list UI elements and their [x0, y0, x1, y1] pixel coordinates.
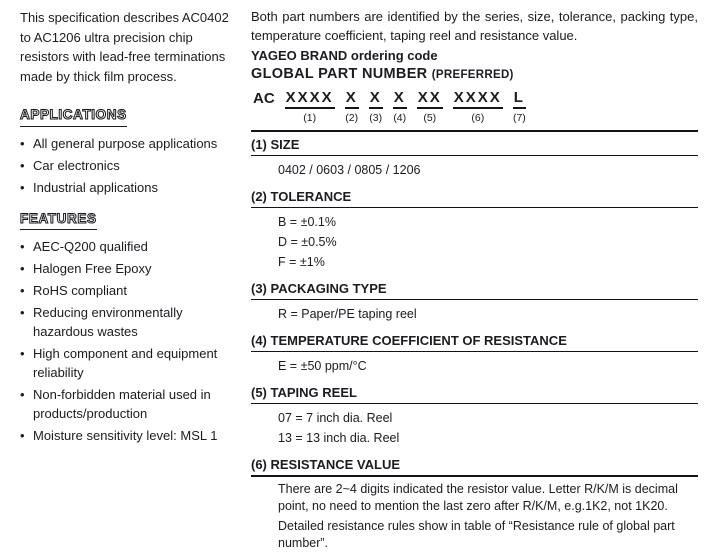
list-item: • Moisture sensitivity level: MSL 1	[20, 426, 240, 445]
section-value: 13 = 13 inch dia. Reel	[278, 431, 400, 445]
left-column	[20, 8, 240, 559]
section-temperature-coefficient	[251, 328, 698, 380]
section-heading: (4) TEMPERATURE COEFFICIENT OF RESISTANCE	[251, 328, 698, 352]
part-number-group: XXXX (6)	[453, 89, 502, 124]
section-resistance-value	[251, 452, 698, 559]
spec-description: This specification describes AC0402 to AC1206 ultra precision chip resistors with lead-free terminations made by thick film process.	[20, 10, 229, 84]
part-number-group: X (2)	[345, 89, 359, 124]
global-part-number-text: GLOBAL PART NUMBER	[251, 66, 428, 82]
section-value: B = ±0.1%	[278, 215, 336, 229]
list-item: • Non-forbidden material used in products/production	[20, 385, 240, 423]
list-item: • High component and equipment reliability	[20, 344, 240, 382]
section-paragraph: Detailed resistance rules show in table of “Resistance rule of global part number”.	[278, 519, 675, 550]
features-heading: FEATURES	[20, 209, 97, 231]
section-heading: (5) TAPING REEL	[251, 380, 698, 404]
applications-list	[20, 134, 240, 197]
list-item: • RoHS compliant	[20, 281, 240, 300]
list-item: • All general purpose applications	[20, 134, 240, 153]
ordering-intro: Both part numbers are identified by the series, size, tolerance, packing type, temperature coefficient, taping reel and resistance value.	[251, 9, 698, 43]
section-taping-reel	[251, 380, 698, 452]
section-value: R = Paper/PE taping reel	[278, 307, 417, 321]
section-value: E = ±50 ppm/°C	[278, 359, 367, 373]
section-value: D = ±0.5%	[278, 235, 337, 249]
section-heading: (1) SIZE	[251, 132, 698, 156]
section-heading: (2) TOLERANCE	[251, 184, 698, 208]
brand-ordering-code-label: YAGEO BRAND ordering code	[251, 48, 438, 63]
list-item: • Industrial applications	[20, 178, 240, 197]
section-paragraph: There are 2~4 digits indicated the resistor value. Letter R/K/M is decimal point, no need to mention the last zero after R/K/M, e.g.1K2, not 1K20.	[278, 482, 678, 513]
right-column	[251, 8, 698, 559]
preferred-label: (PREFERRED)	[431, 69, 514, 81]
applications-heading: APPLICATIONS	[20, 105, 127, 127]
section-value: 07 = 7 inch dia. Reel	[278, 411, 393, 425]
section-value: 0402 / 0603 / 0805 / 1206	[278, 163, 421, 177]
list-item: • Reducing environmentally hazardous wastes	[20, 303, 240, 341]
section-value: F = ±1%	[278, 255, 325, 269]
section-heading: (3) PACKAGING TYPE	[251, 276, 698, 300]
section-packaging-type	[251, 276, 698, 328]
part-number-group: XX (5)	[417, 89, 442, 124]
part-number-code	[253, 90, 698, 124]
part-number-prefix: AC	[253, 90, 275, 107]
section-tolerance	[251, 184, 698, 276]
ordering-code-sections	[251, 130, 698, 559]
part-number-group: XXXX (1)	[285, 89, 334, 124]
list-item: • Car electronics	[20, 156, 240, 175]
features-list	[20, 237, 240, 445]
list-item: • AEC-Q200 qualified	[20, 237, 240, 256]
part-number-group: X (4)	[393, 89, 407, 124]
global-part-number-title	[251, 66, 698, 82]
part-number-group: L (7)	[512, 89, 526, 124]
section-size	[251, 132, 698, 184]
part-number-group: X (3)	[369, 89, 383, 124]
section-heading: (6) RESISTANCE VALUE	[251, 452, 698, 477]
list-item: • Halogen Free Epoxy	[20, 259, 240, 278]
